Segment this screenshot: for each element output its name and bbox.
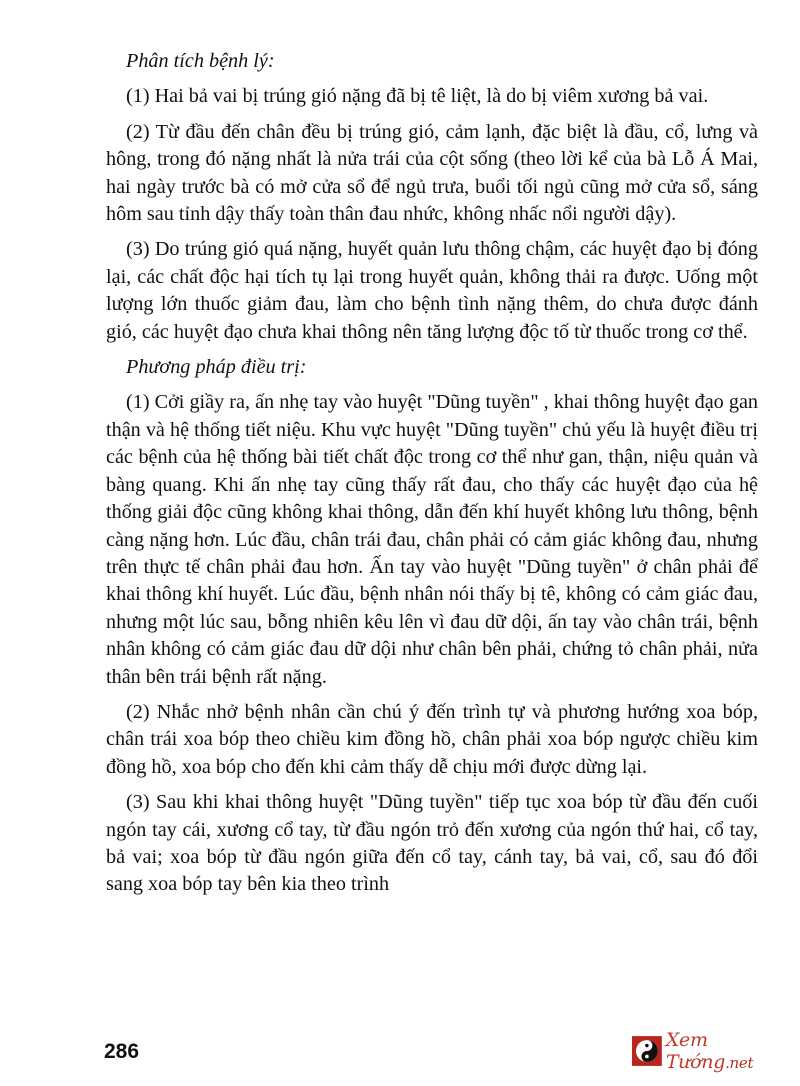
page-body <box>106 48 758 907</box>
page-number: 286 <box>104 1040 140 1063</box>
yin-yang-icon <box>632 1036 662 1066</box>
watermark-name: Xem Tướng <box>665 1029 726 1073</box>
paragraph: (2) Từ đầu đến chân đều bị trúng gió, cảm lạnh, đặc biệt là đầu, cổ, lưng và hông, trong đó nặng nhất là nửa trái của cột sống (theo lời kể của bà Lỗ Á Mai, hai ngày trước bà có mở cửa sổ để ngủ trưa, buổi tối ngủ cũng mở cửa sổ, sáng hôm sau tỉnh dậy thấy toàn thân đau nhức, không nhấc nổi người dậy). <box>106 120 758 226</box>
paragraph: (1) Hai bả vai bị trúng gió nặng đã bị tê liệt, là do bị viêm xương bả vai. <box>126 85 709 108</box>
paragraph: (3) Sau khi khai thông huyệt "Dũng tuyền" tiếp tục xoa bóp từ đầu đến cuối ngón tay cái, xương cổ tay, từ đầu ngón trỏ đến xương của ngón thứ hai, cổ tay, bả vai; xoa bóp từ đầu ngón giữa đến cổ tay, cánh tay, bả vai, cổ, sau đó đổi sang xoa bóp tay bên kia theo trình <box>106 791 758 896</box>
paragraph: (1) Cởi giầy ra, ấn nhẹ tay vào huyệt "Dũng tuyền" , khai thông huyệt đạo gan thận và hệ thống tiết niệu. Khu vực huyệt "Dũng tuyền" chủ yếu là huyệt điều trị các bệnh của hệ thống bài tiết chất độc trong cơ thể như gan, thận, niệu quản và bàng quang. Khi ấn nhẹ tay cũng thấy rất đau, cho thấy các huyệt đạo của hệ thống giải độc cũng không khai thông, dẫn đến khí huyết không lưu thông, bệnh càng nặng hơn. Lúc đầu, chân trái đau, chân phải có cảm giác không đau, nhưng trên thực tế chân phải đau hơn. Ấn tay vào huyệt "Dũng tuyền" ở chân phải để khai thông khí huyết. Lúc đầu, bệnh nhân nói thấy bị tê, không có cảm giác đau, nhưng một lúc sau, bỗng nhiên kêu lên vì đau dữ dội, ấn tay vào chân trái, bệnh nhân không có cảm giác đau dữ dội như chân bên phải, chứng tỏ chân phải, nửa thân bên trái bệnh rất nặng. <box>106 391 758 688</box>
site-watermark <box>632 1029 800 1073</box>
paragraph: (2) Nhắc nhở bệnh nhân cần chú ý đến trình tự và phương hướng xoa bóp, chân trái xoa bóp theo chiều kim đồng hồ, chân phải xoa bóp ngược chiều kim đồng hồ, xoa bóp cho đến khi cảm thấy dễ chịu mới được dừng lại. <box>106 700 758 778</box>
section-heading-analysis: Phân tích bệnh lý: <box>126 50 275 72</box>
section-heading-treatment: Phương pháp điều trị: <box>126 356 307 379</box>
watermark-suffix: .net <box>725 1054 754 1072</box>
paragraph: (3) Do trúng gió quá nặng, huyết quản lưu thông chậm, các huyệt đạo bị đóng lại, các chất độc hại tích tụ lại trong huyết quản, không thải ra được. Uống một lượng lớn thuốc giảm đau, làm cho bệnh tình nặng thêm, do chưa được đánh gió, các huyệt đạo chưa khai thông nên tăng lượng độc tố từ thuốc trong cơ thể. <box>106 238 758 343</box>
watermark-text <box>666 1029 800 1073</box>
